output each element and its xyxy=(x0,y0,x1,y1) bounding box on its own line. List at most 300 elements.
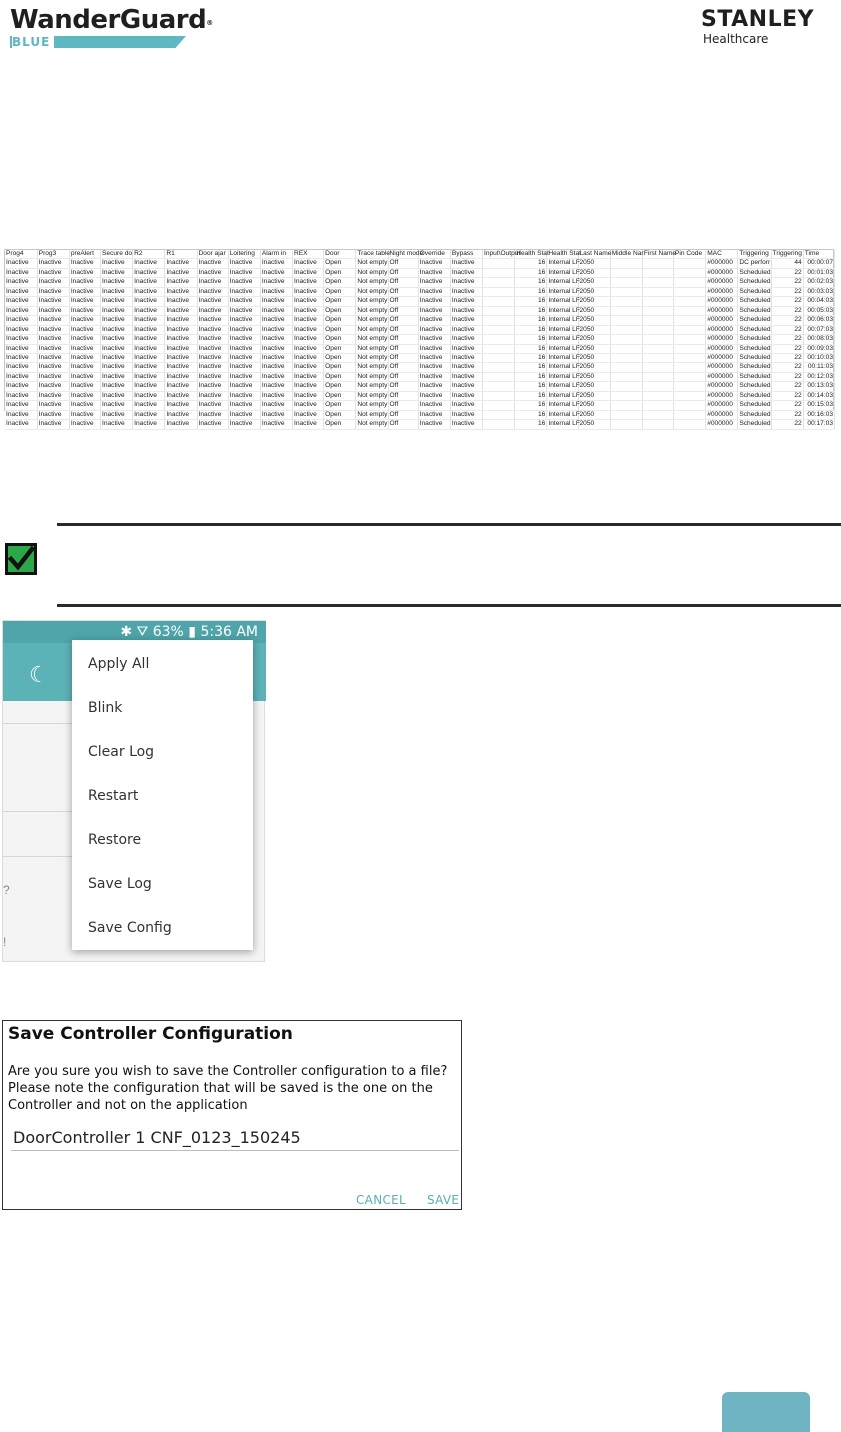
menu-item-restore[interactable]: Restore xyxy=(88,832,142,848)
table-cell: 00:08:03 xyxy=(803,335,834,344)
table-cell: Inactive xyxy=(197,401,228,410)
table-cell: 16 xyxy=(515,268,547,277)
table-cell: 22 xyxy=(771,344,803,353)
table-cell: Inactive xyxy=(418,268,450,277)
table-row xyxy=(5,344,835,353)
table-row xyxy=(5,401,835,410)
table-cell: Inactive xyxy=(418,287,450,296)
table-cell: Inactive xyxy=(69,401,100,410)
table-cell: Inactive xyxy=(197,259,228,268)
table-cell xyxy=(610,344,642,353)
table-cell: Inactive xyxy=(228,344,260,353)
table-cell: Input\Output xyxy=(484,250,521,257)
table-cell: Inactive xyxy=(165,335,197,344)
table-cell: Inactive xyxy=(5,259,37,268)
table-cell: Inactive xyxy=(69,306,100,315)
table-cell: Middle Nar xyxy=(611,250,644,257)
table-cell: Inactive xyxy=(260,420,292,429)
table-cell: #000000 xyxy=(706,297,738,306)
table-cell: #000000 xyxy=(706,353,738,362)
table-cell: Open xyxy=(324,372,356,381)
table-cell xyxy=(610,297,642,306)
table-cell: 2050 xyxy=(578,372,610,381)
table-cell: Secure do xyxy=(102,250,133,257)
table-cell xyxy=(642,401,673,410)
table-cell xyxy=(642,410,673,419)
table-cell: Scheduled xyxy=(739,344,771,352)
table-cell: Inactive xyxy=(293,268,324,277)
table-cell: 2050 xyxy=(578,297,610,306)
table-cell: Door xyxy=(324,250,356,259)
table-cell: Inactive xyxy=(133,344,165,353)
table-cell: Inactive xyxy=(418,306,450,315)
table-cell: Inactive xyxy=(69,420,100,429)
table-cell: Not empty xyxy=(357,410,388,418)
table-cell: Inactive xyxy=(293,401,324,410)
table-cell: Inactive xyxy=(197,297,228,306)
table-cell: Not empty xyxy=(357,325,388,333)
menu-item-apply-all[interactable]: Apply All xyxy=(88,656,150,672)
dialog-title: Save Controller Configuration xyxy=(8,1024,293,1044)
table-cell: Inactive xyxy=(418,363,450,372)
table-cell: Inactive xyxy=(418,410,450,419)
table-cell: Inactive xyxy=(450,335,482,344)
table-cell: Inactive xyxy=(37,306,69,315)
table-cell: Inactive xyxy=(133,410,165,419)
table-cell: Inactive xyxy=(293,278,324,287)
table-cell: Inactive xyxy=(228,306,260,315)
menu-item-clear-log[interactable]: Clear Log xyxy=(88,744,155,760)
table-cell: 16 xyxy=(515,401,547,410)
table-cell: Internal LF xyxy=(548,297,580,305)
table-cell: Scheduled xyxy=(739,401,771,409)
table-cell: Inactive xyxy=(293,344,324,353)
table-cell: Off xyxy=(388,268,418,277)
table-cell: Inactive xyxy=(260,391,292,400)
table-cell: Open xyxy=(324,287,356,296)
table-cell: Inactive xyxy=(260,259,292,268)
table-cell: Inactive xyxy=(133,306,165,315)
table-cell: Inactive xyxy=(228,287,260,296)
table-cell: Scheduled xyxy=(739,353,771,361)
table-cell: Inactive xyxy=(101,344,133,353)
table-cell: Internal LF xyxy=(548,278,580,286)
table-cell: 16 xyxy=(515,306,547,315)
table-cell: Inactive xyxy=(101,353,133,362)
table-cell: Open xyxy=(324,297,356,306)
table-cell: Last Name xyxy=(579,250,612,257)
table-cell xyxy=(483,268,515,277)
table-cell: Scheduled xyxy=(739,268,771,276)
table-cell: 2050 xyxy=(578,344,610,353)
table-cell: Inactive xyxy=(260,382,292,391)
table-cell: Inactive xyxy=(450,278,482,287)
table-cell: Triggering xyxy=(738,250,771,259)
table-cell xyxy=(610,335,642,344)
table-cell: Prog3 xyxy=(37,250,69,259)
table-cell xyxy=(674,391,706,400)
table-cell: Inactive xyxy=(228,316,260,325)
table-cell: Open xyxy=(324,420,356,429)
table-cell: Inactive xyxy=(293,306,324,315)
table-cell: Time xyxy=(803,250,834,259)
table-cell: Door ajar xyxy=(197,250,228,259)
table-cell xyxy=(642,335,673,344)
table-cell: Internal LF xyxy=(548,259,580,267)
table-cell xyxy=(483,287,515,296)
table-cell xyxy=(610,316,642,325)
table-cell: Inactive xyxy=(101,297,133,306)
table-cell xyxy=(642,306,673,315)
table-cell: Inactive xyxy=(293,287,324,296)
table-row xyxy=(5,306,835,315)
table-cell: Inactive xyxy=(37,382,69,391)
table-cell: Override xyxy=(418,250,450,259)
note-bottom-rule xyxy=(57,604,841,607)
table-cell: Inactive xyxy=(37,363,69,372)
table-cell xyxy=(483,306,515,315)
table-cell: Inactive xyxy=(101,306,133,315)
table-cell: 2050 xyxy=(578,325,610,334)
table-cell: Inactive xyxy=(293,391,324,400)
table-cell: Inactive xyxy=(101,363,133,372)
table-cell: Inactive xyxy=(450,306,482,315)
table-cell: Inactive xyxy=(260,268,292,277)
table-cell: Inactive xyxy=(101,278,133,287)
note-top-rule xyxy=(57,523,841,526)
table-cell: Inactive xyxy=(37,391,69,400)
table-cell: 16 xyxy=(515,420,547,429)
table-cell: #000000 xyxy=(706,382,738,391)
table-cell xyxy=(642,344,673,353)
table-cell: Not empty xyxy=(357,382,388,390)
table-cell: Inactive xyxy=(133,268,165,277)
table-cell: 16 xyxy=(515,259,547,268)
table-cell: Off xyxy=(388,287,418,296)
table-cell: Inactive xyxy=(228,325,260,334)
table-cell: Inactive xyxy=(69,259,100,268)
table-cell: Inactive xyxy=(37,278,69,287)
table-cell xyxy=(610,353,642,362)
table-cell: Inactive xyxy=(293,410,324,419)
table-cell xyxy=(610,391,642,400)
table-cell: Inactive xyxy=(228,259,260,268)
table-row xyxy=(5,268,835,277)
table-cell xyxy=(610,259,642,268)
table-cell: 16 xyxy=(515,325,547,334)
table-cell: Inactive xyxy=(260,306,292,315)
table-cell xyxy=(610,306,642,315)
table-cell: DC perforr xyxy=(739,259,771,267)
table-cell: Inactive xyxy=(228,353,260,362)
table-cell: Off xyxy=(388,391,418,400)
table-cell: 16 xyxy=(515,410,547,419)
table-cell: Scheduled xyxy=(739,335,771,343)
table-cell: Inactive xyxy=(101,382,133,391)
menu-item-restart[interactable]: Restart xyxy=(88,788,139,804)
table-cell: Inactive xyxy=(293,259,324,268)
table-cell: Not empty xyxy=(357,297,388,305)
table-cell: Inactive xyxy=(197,420,228,429)
table-cell: Inactive xyxy=(5,325,37,334)
table-cell: Inactive xyxy=(165,268,197,277)
table-cell: Inactive xyxy=(293,382,324,391)
table-cell: Open xyxy=(324,306,356,315)
table-cell: Inactive xyxy=(165,353,197,362)
table-cell: Open xyxy=(324,410,356,419)
table-cell: Inactive xyxy=(165,287,197,296)
table-cell: 2050 xyxy=(578,391,610,400)
table-cell: Inactive xyxy=(165,410,197,419)
table-cell: Inactive xyxy=(197,363,228,372)
filename-input[interactable] xyxy=(11,1125,459,1151)
table-cell: Inactive xyxy=(165,401,197,410)
table-cell: Inactive xyxy=(69,410,100,419)
table-cell: #000000 xyxy=(706,306,738,315)
table-cell: 16 xyxy=(515,391,547,400)
table-cell: Inactive xyxy=(450,363,482,372)
table-cell: Inactive xyxy=(228,401,260,410)
table-cell: Inactive xyxy=(293,335,324,344)
table-cell: Inactive xyxy=(69,372,100,381)
table-cell: Inactive xyxy=(101,259,133,268)
table-cell: Inactive xyxy=(165,325,197,334)
table-cell: 16 xyxy=(515,335,547,344)
table-cell: Inactive xyxy=(37,410,69,419)
table-cell: Inactive xyxy=(37,420,69,429)
table-cell: Inactive xyxy=(260,287,292,296)
table-cell: Inactive xyxy=(37,259,69,268)
table-cell: Inactive xyxy=(5,335,37,344)
table-cell: Scheduled xyxy=(739,363,771,371)
table-cell: Not empty xyxy=(357,401,388,409)
table-cell: 16 xyxy=(515,382,547,391)
table-cell: Health Stat xyxy=(548,250,581,257)
table-cell: Inactive xyxy=(260,335,292,344)
table-cell: Prog4 xyxy=(5,250,37,259)
table-cell: Inactive xyxy=(5,344,37,353)
table-cell: Inactive xyxy=(69,287,100,296)
table-cell: Inactive xyxy=(133,316,165,325)
table-cell: Inactive xyxy=(418,278,450,287)
table-cell: Inactive xyxy=(69,325,100,334)
table-cell: Off xyxy=(388,382,418,391)
table-cell xyxy=(642,268,673,277)
table-cell: Scheduled xyxy=(739,316,771,324)
table-cell: Open xyxy=(324,335,356,344)
save-button[interactable]: SAVE xyxy=(427,1193,460,1207)
table-cell: Inactive xyxy=(260,372,292,381)
table-cell: Inactive xyxy=(5,391,37,400)
table-cell: 00:15:03 xyxy=(803,401,834,410)
table-cell: Inactive xyxy=(228,372,260,381)
table-cell xyxy=(642,278,673,287)
wanderguard-logo xyxy=(10,4,213,50)
table-cell: Inactive xyxy=(418,297,450,306)
table-cell: Internal LF xyxy=(548,382,580,390)
table-cell: Inactive xyxy=(228,268,260,277)
table-cell: 16 xyxy=(515,297,547,306)
table-cell: Inactive xyxy=(260,353,292,362)
table-cell: 00:06:03 xyxy=(803,316,834,325)
table-cell: Inactive xyxy=(418,344,450,353)
table-cell: 16 xyxy=(515,287,547,296)
table-cell xyxy=(674,306,706,315)
table-cell: Not empty xyxy=(357,420,388,428)
table-cell: Not empty xyxy=(357,316,388,324)
table-cell: Inactive xyxy=(101,335,133,344)
table-cell: Bypass xyxy=(450,250,482,259)
table-cell: Inactive xyxy=(37,268,69,277)
table-cell: #000000 xyxy=(706,420,738,429)
table-cell: Inactive xyxy=(293,316,324,325)
table-cell: Inactive xyxy=(450,325,482,334)
table-cell: Inactive xyxy=(5,420,37,429)
table-cell: First Name xyxy=(643,250,677,257)
table-cell: Open xyxy=(324,344,356,353)
table-cell: Inactive xyxy=(450,353,482,362)
table-cell xyxy=(610,420,642,429)
table-cell xyxy=(483,259,515,268)
table-cell: Inactive xyxy=(228,297,260,306)
table-cell: Internal LF xyxy=(548,287,580,295)
table-row xyxy=(5,287,835,296)
table-cell: Not empty xyxy=(357,363,388,371)
list-divider xyxy=(3,856,83,857)
table-cell: Inactive xyxy=(260,363,292,372)
table-cell: 00:03:03 xyxy=(803,287,834,296)
table-cell: Inactive xyxy=(197,278,228,287)
table-cell: Inactive xyxy=(37,325,69,334)
table-cell: Inactive xyxy=(228,391,260,400)
table-cell: #000000 xyxy=(706,335,738,344)
table-cell xyxy=(674,259,706,268)
dialog-message-line: Controller and not on the application xyxy=(8,1098,248,1113)
table-cell: Inactive xyxy=(293,363,324,372)
table-cell: Off xyxy=(388,306,418,315)
table-cell xyxy=(642,382,673,391)
table-row xyxy=(5,382,835,391)
table-cell: Inactive xyxy=(418,382,450,391)
table-cell: Off xyxy=(388,410,418,419)
table-cell: Inactive xyxy=(101,372,133,381)
table-cell: Inactive xyxy=(101,316,133,325)
table-cell: Inactive xyxy=(5,382,37,391)
menu-item-save-log[interactable]: Save Log xyxy=(88,876,152,892)
table-cell: Inactive xyxy=(197,382,228,391)
table-cell: Alarm in xyxy=(260,250,292,259)
table-cell: Inactive xyxy=(165,363,197,372)
table-cell: #000000 xyxy=(706,363,738,372)
table-cell: R2 xyxy=(133,250,165,259)
table-cell: Scheduled xyxy=(739,325,771,333)
menu-item-blink[interactable]: Blink xyxy=(88,700,123,716)
table-cell xyxy=(642,372,673,381)
table-cell xyxy=(642,363,673,372)
table-cell: Inactive xyxy=(133,259,165,268)
table-cell xyxy=(674,344,706,353)
table-cell: 22 xyxy=(771,278,803,287)
table-cell: Night mode xyxy=(389,250,424,257)
table-cell: Health Stat xyxy=(516,250,549,257)
table-cell: Inactive xyxy=(418,372,450,381)
table-cell: Scheduled xyxy=(739,278,771,286)
table-cell: Inactive xyxy=(165,420,197,429)
table-cell: 16 xyxy=(515,278,547,287)
dialog-message-line: Please note the configuration that will be saved is the one on the xyxy=(8,1081,433,1096)
table-cell: 22 xyxy=(771,287,803,296)
table-cell: Inactive xyxy=(450,391,482,400)
table-cell: Internal LF xyxy=(548,401,580,409)
table-cell: Inactive xyxy=(5,268,37,277)
table-cell: Inactive xyxy=(165,278,197,287)
table-cell: Inactive xyxy=(69,278,100,287)
table-cell: Off xyxy=(388,401,418,410)
table-cell: Internal LF xyxy=(548,410,580,418)
table-cell: Inactive xyxy=(165,259,197,268)
menu-item-save-config[interactable]: Save Config xyxy=(88,920,172,936)
table-cell xyxy=(610,372,642,381)
night-mode-icon[interactable]: ☾ xyxy=(29,663,49,688)
table-cell: 2050 xyxy=(578,335,610,344)
table-cell: Open xyxy=(324,316,356,325)
table-cell: Internal LF xyxy=(548,344,580,352)
table-cell: 22 xyxy=(771,316,803,325)
table-cell: 00:01:03 xyxy=(803,268,834,277)
table-cell xyxy=(642,420,673,429)
table-cell: Inactive xyxy=(260,316,292,325)
table-cell xyxy=(642,287,673,296)
table-cell xyxy=(610,382,642,391)
table-cell: Inactive xyxy=(418,259,450,268)
table-cell: Inactive xyxy=(69,363,100,372)
table-cell: Inactive xyxy=(101,401,133,410)
table-cell xyxy=(674,401,706,410)
table-cell: Off xyxy=(388,420,418,429)
table-cell: Inactive xyxy=(165,344,197,353)
table-cell: Inactive xyxy=(418,391,450,400)
table-cell: Internal LF xyxy=(548,391,580,399)
table-cell: Inactive xyxy=(165,391,197,400)
table-cell: Inactive xyxy=(37,287,69,296)
table-cell: Inactive xyxy=(293,372,324,381)
table-row xyxy=(5,278,835,287)
table-row xyxy=(5,410,835,419)
table-cell: Inactive xyxy=(228,335,260,344)
cancel-button[interactable]: CANCEL xyxy=(356,1193,407,1207)
table-cell: Open xyxy=(324,353,356,362)
table-cell: Inactive xyxy=(101,287,133,296)
table-cell: Inactive xyxy=(293,353,324,362)
table-cell: Not empty xyxy=(357,335,388,343)
table-cell: Loitering xyxy=(228,250,260,259)
table-cell: Scheduled xyxy=(739,410,771,418)
table-cell: Inactive xyxy=(165,382,197,391)
table-cell: 2050 xyxy=(578,268,610,277)
table-cell xyxy=(674,382,706,391)
table-cell: Inactive xyxy=(197,287,228,296)
log-table xyxy=(5,250,835,430)
table-cell: Inactive xyxy=(37,344,69,353)
table-cell: Inactive xyxy=(197,268,228,277)
table-row xyxy=(5,325,835,334)
table-cell: Inactive xyxy=(197,372,228,381)
table-cell: Inactive xyxy=(133,287,165,296)
table-cell xyxy=(674,278,706,287)
table-cell: Inactive xyxy=(450,344,482,353)
table-cell: 00:11:03 xyxy=(803,363,834,372)
table-cell xyxy=(642,391,673,400)
